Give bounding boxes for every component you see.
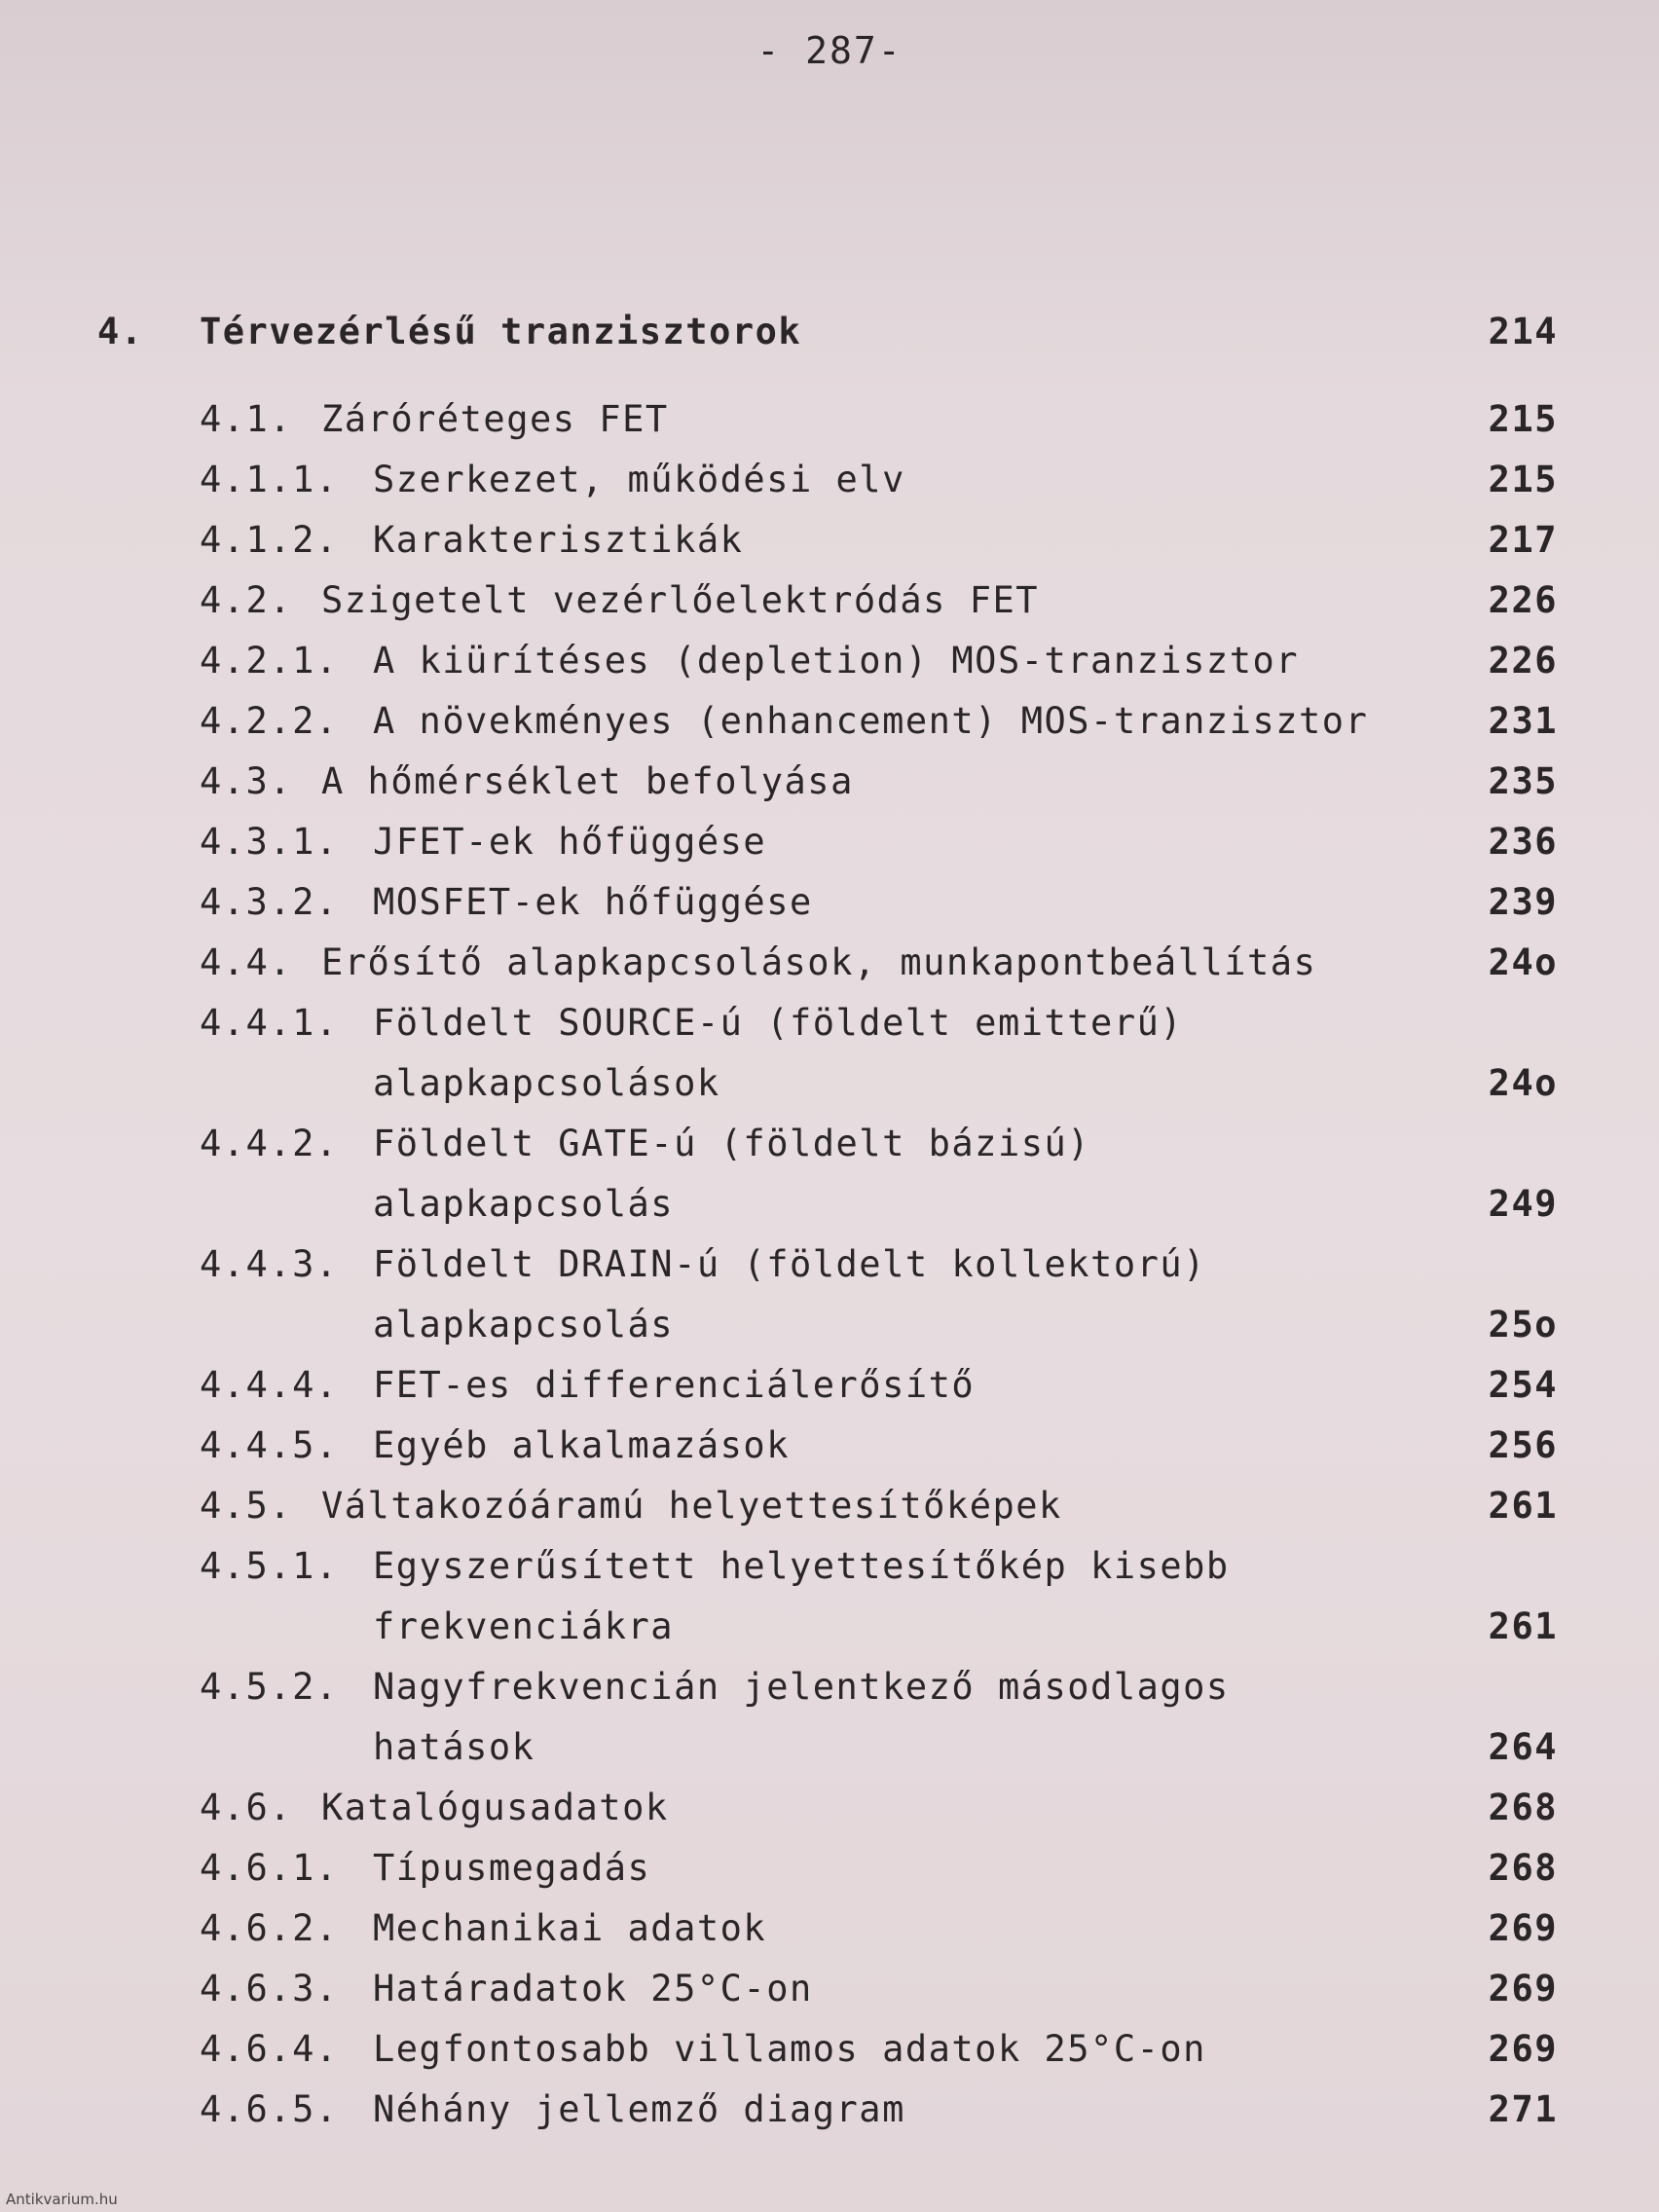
toc-entry-page: 249 [1488,1183,1558,1225]
toc-entry-title: Egyszerűsített helyettesítőkép kisebb [373,1545,1230,1587]
toc-entry-number: 4. [97,311,144,352]
toc-entry [97,752,1558,812]
toc-entry [97,1838,1558,1899]
toc-entry-number: 4.1. [200,398,293,440]
toc-entry-page: 261 [1488,1485,1558,1527]
toc-entry-title: A hőmérséklet befolyása [321,760,854,802]
toc-entry [97,1416,1558,1476]
toc-entry [97,993,1558,1053]
toc-entry-number: 4.2. [200,579,293,621]
toc-entry [97,1114,1558,1174]
page-number: - 287- [756,29,903,72]
toc-entry-title: Földelt DRAIN-ú (földelt kollektorú) [373,1243,1206,1285]
toc-entry-page: 226 [1488,640,1558,682]
toc-entry-title: Szerkezet, működési elv [373,459,905,500]
toc-entry [97,1476,1558,1536]
toc-entry-page: 226 [1488,579,1558,621]
toc-entry-title: Néhány jellemző diagram [373,2088,905,2130]
toc-entry [97,1536,1558,1597]
toc-entry-page: 269 [1488,1907,1558,1949]
toc-entry-number: 4.4.1. [200,1002,339,1044]
toc-entry-number: 4.3. [200,760,293,802]
toc-entry-page: 264 [1488,1726,1558,1768]
toc-entry-title: Karakterisztikák [373,519,744,561]
toc-entry-page: 24o [1488,941,1558,983]
toc-entry-page: 25o [1488,1304,1558,1346]
toc-entry-page: 215 [1488,459,1558,500]
toc-entry [97,1053,1558,1114]
toc-entry-number: 4.5. [200,1485,293,1527]
toc-entry [97,571,1558,631]
toc-entry [97,510,1558,571]
toc-entry-title: hatások [373,1726,535,1768]
toc-entry-title: Erősítő alapkapcsolások, munkapontbeállítás [321,941,1317,983]
toc-entry-page: 24o [1488,1062,1558,1104]
toc-entry [97,1597,1558,1657]
toc-entry [97,1778,1558,1838]
toc-entry-title: Térvezérlésű tranzisztorok [200,311,802,352]
toc-entry-page: 231 [1488,700,1558,742]
toc-entry-title: Legfontosabb villamos adatok 25°C-on [373,2028,1206,2070]
toc-entry-title: alapkapcsolás [373,1183,675,1225]
toc-entry [97,1174,1558,1235]
toc-entry [97,1235,1558,1295]
toc-entry-title: Nagyfrekvencián jelentkező másodlagos [373,1666,1230,1708]
toc-entry-title: alapkapcsolások [373,1062,720,1104]
toc-entry [97,812,1558,872]
toc-entry-title: Záróréteges FET [321,398,669,440]
toc-entry-title: Egyéb alkalmazások [373,1424,790,1466]
toc-entry-page: 268 [1488,1787,1558,1828]
toc-entry-page: 256 [1488,1424,1558,1466]
toc-entry-number: 4.6.5. [200,2088,339,2130]
toc-entry-title: frekvenciákra [373,1605,675,1647]
watermark: Antikvarium.hu [6,2191,118,2208]
toc-entry-title: FET-es differenciálerősítő [373,1364,976,1406]
toc-entry-number: 4.5.1. [200,1545,339,1587]
toc-entry-page: 261 [1488,1605,1558,1647]
toc-entry-title: A kiürítéses (depletion) MOS-tranzisztor [373,640,1300,682]
toc-entry [97,450,1558,510]
toc-entry-title: Szigetelt vezérlőelektródás FET [321,579,1040,621]
toc-entry-number: 4.5.2. [200,1666,339,1708]
toc-entry-number: 4.6.2. [200,1907,339,1949]
toc-entry-title: JFET-ek hőfüggése [373,821,767,863]
toc-entry-title: A növekményes (enhancement) MOS-tranzisztor [373,700,1369,742]
toc-entry-number: 4.1.1. [200,459,339,500]
toc-entry-title: Katalógusadatok [321,1787,669,1828]
toc-entry-page: 214 [1488,311,1558,352]
toc-entry-title: Típusmegadás [373,1847,651,1889]
toc-entry-page: 217 [1488,519,1558,561]
toc-entry-number: 4.4.5. [200,1424,339,1466]
toc-entry-number: 4.2.1. [200,640,339,682]
toc-entry-page: 215 [1488,398,1558,440]
toc-entry [97,389,1558,450]
toc-entry [97,1295,1558,1355]
toc-entry-page: 269 [1488,2028,1558,2070]
toc-entry-page: 271 [1488,2088,1558,2130]
toc-entry-number: 4.3.1. [200,821,339,863]
toc-entry [97,2080,1558,2140]
toc-entry-number: 4.6.3. [200,1968,339,2009]
toc-entry [97,872,1558,933]
toc-entry [97,1657,1558,1717]
toc-entry-number: 4.4.3. [200,1243,339,1285]
toc-entry [97,2019,1558,2080]
toc-entry-number: 4.6.1. [200,1847,339,1889]
toc-entry [97,302,1558,362]
toc-entry-title: MOSFET-ek hőfüggése [373,881,813,923]
toc-entry-number: 4.4. [200,941,293,983]
toc-entry-title: Földelt SOURCE-ú (földelt emitterű) [373,1002,1184,1044]
toc-entry-title: alapkapcsolás [373,1304,675,1346]
toc-entry-number: 4.4.2. [200,1123,339,1164]
toc-entry-title: Mechanikai adatok [373,1907,767,1949]
toc-entry [97,933,1558,993]
toc-entry-number: 4.1.2. [200,519,339,561]
toc-entry-page: 254 [1488,1364,1558,1406]
toc-entry-number: 4.6.4. [200,2028,339,2070]
toc-entry-title: Földelt GATE-ú (földelt bázisú) [373,1123,1091,1164]
toc-entry [97,1959,1558,2019]
toc-entry [97,631,1558,691]
toc-entry-number: 4.6. [200,1787,293,1828]
toc-entry-number: 4.2.2. [200,700,339,742]
toc-entry [97,1899,1558,1959]
toc-entry-page: 235 [1488,760,1558,802]
table-of-contents [97,302,1558,2140]
toc-entry [97,1355,1558,1416]
toc-entry-title: Váltakozóáramú helyettesítőképek [321,1485,1062,1527]
toc-entry-page: 236 [1488,821,1558,863]
toc-entry-page: 268 [1488,1847,1558,1889]
toc-entry-number: 4.4.4. [200,1364,339,1406]
toc-entry-title: Határadatok 25°C-on [373,1968,813,2009]
toc-entry-page: 239 [1488,881,1558,923]
toc-entry-page: 269 [1488,1968,1558,2009]
toc-entry [97,1717,1558,1778]
toc-entry [97,691,1558,752]
toc-entry-number: 4.3.2. [200,881,339,923]
